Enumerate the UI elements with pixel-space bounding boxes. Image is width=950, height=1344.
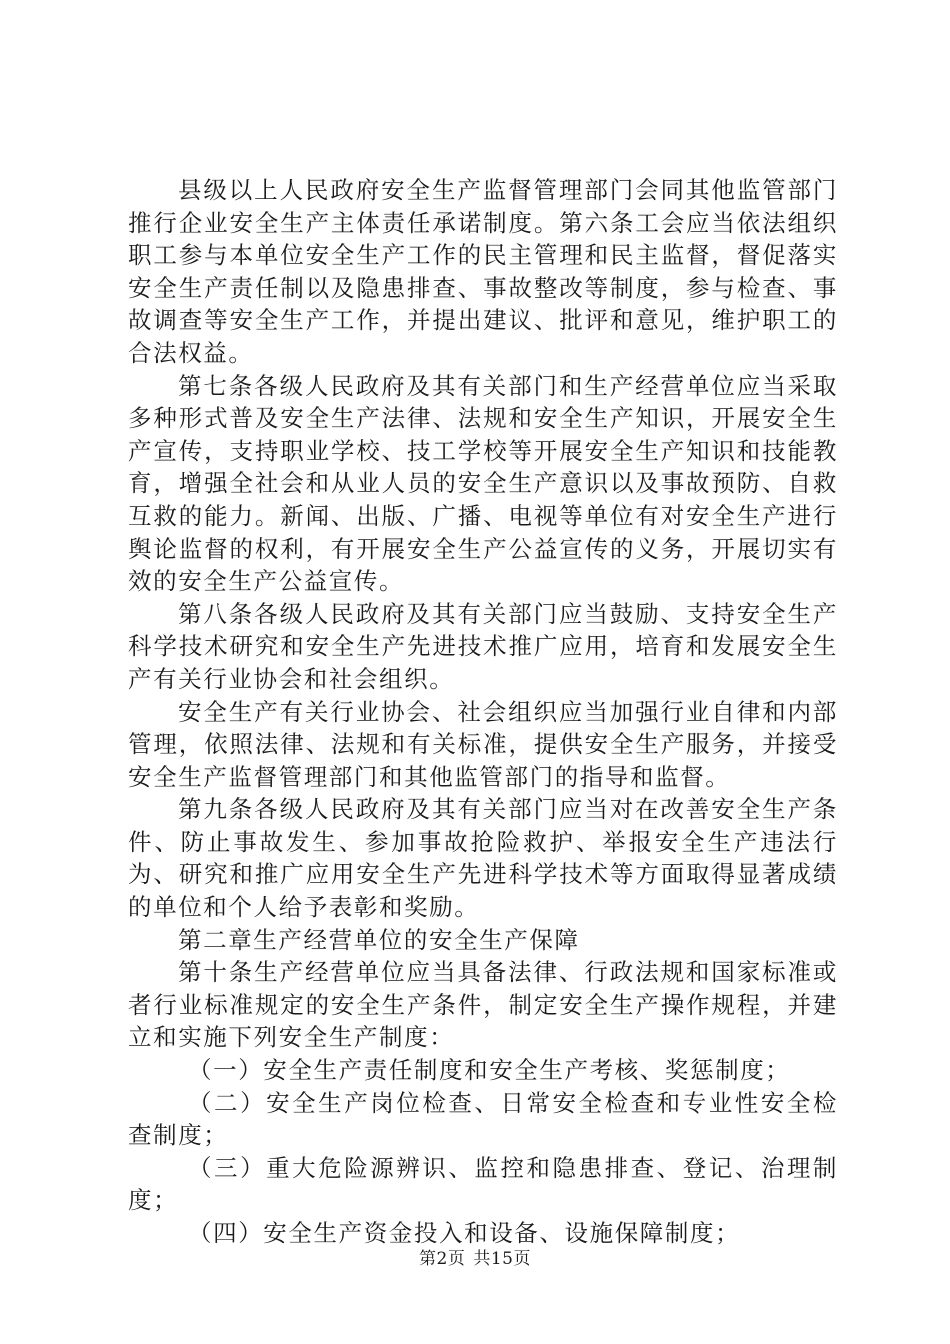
paragraph-article-10: 第十条生产经营单位应当具备法律、行政法规和国家标准或者行业标准规定的安全生产条件，制定安全生产操作规程，并建立和实施下列安全生产制度： [128,958,838,1052]
list-item: （四）安全生产资金投入和设备、设施保障制度； [188,1219,741,1247]
page-total: 共15页 [473,1249,531,1269]
paragraph-industry-associations: 安全生产有关行业协会、社会组织应当加强行业自律和内部管理，依照法律、法规和有关标准，提供安全生产服务，并接受安全生产监督管理部门和其他监管部门的指导和监督。 [128,697,838,791]
page-footer [0,1244,950,1269]
list-item: （二）安全生产岗位检查、日常安全检查和专业性安全检查制度； [128,1088,838,1150]
paragraph-article-8: 第八条各级人民政府及其有关部门应当鼓励、支持安全生产科学技术研究和安全生产先进技术推广应用，培育和发展安全生产有关行业协会和社会组织。 [128,599,838,693]
list-item: （三）重大危险源辨识、监控和隐患排查、登记、治理制度； [128,1153,838,1215]
list-item: （一）安全生产责任制度和安全生产考核、奖惩制度； [188,1056,791,1085]
page-number: 第2页 [419,1249,466,1269]
paragraph-article-5-6: 县级以上人民政府安全生产监督管理部门会同其他监管部门推行企业安全生产主体责任承诺制度。第六条工会应当依法组织职工参与本单位安全生产工作的民主管理和民主监督，督促落实安全生产责任制以及隐患排查、事故整改等制度，参与检查、事故调查等安全生产工作，并提出建议、批评和意见，维护职工的合法权益。 [128,176,838,367]
paragraph-article-9: 第九条各级人民政府及其有关部门应当对在改善安全生产条件、防止事故发生、参加事故抢险救护、举报安全生产违法行为、研究和推广应用安全生产先进科学技术等方面取得显著成绩的单位和个人给予表彰和奖励。 [128,795,838,922]
chapter-heading: 第二章生产经营单位的安全生产保障 [178,925,580,954]
document-body [128,174,838,1250]
paragraph-article-7: 第七条各级人民政府及其有关部门和生产经营单位应当采取多种形式普及安全生产法律、法规和安全生产知识，开展安全生产宣传，支持职业学校、技工学校等开展安全生产知识和技能教育，增强全社会和从业人员的安全生产意识以及事故预防、自救互救的能力。新闻、出版、广播、电视等单位有对安全生产进行舆论监督的权利，有开展安全生产公益宣传的义务，开展切实有效的安全生产公益宣传。 [128,371,838,596]
